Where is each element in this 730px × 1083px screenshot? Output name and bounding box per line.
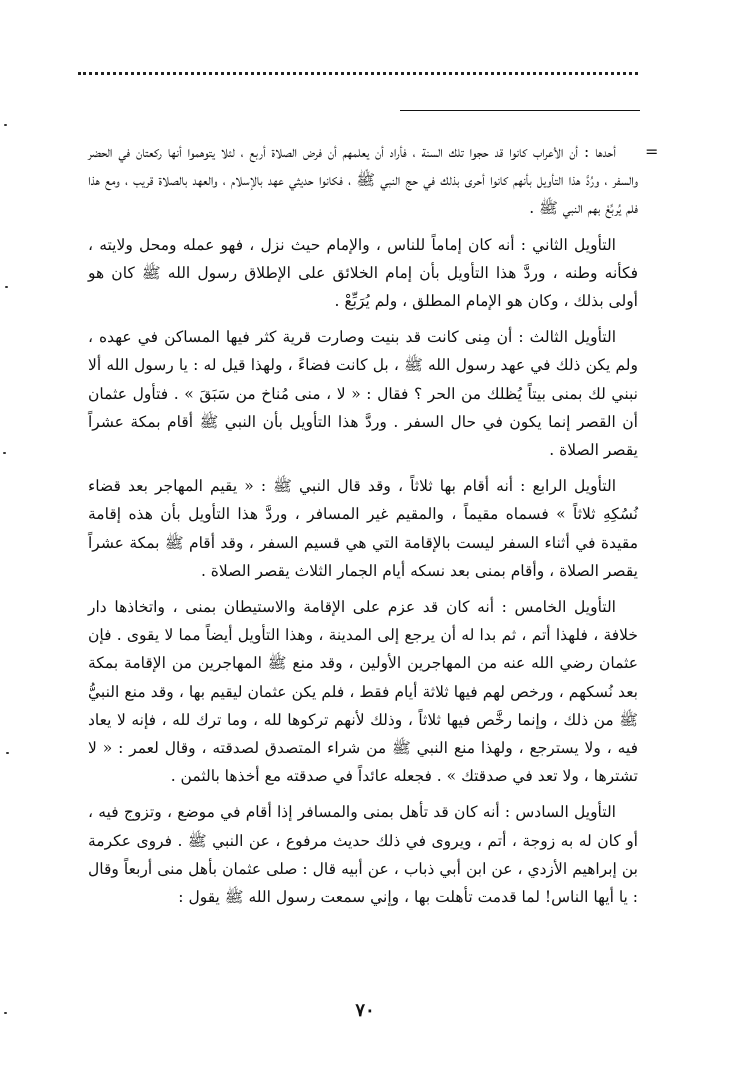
scan-speck (4, 124, 7, 126)
dotted-header-rule (78, 72, 638, 75)
paragraph-4: التأويل الرابع : أنه أقام بها ثلاثاً ، وقد قال النبي ﷺ : « يقيم المهاجر بعد قضاء نُسُكِهِ ثلاثاً » فسماه مقيماً ، والمقيم غير المسافر ، وردَّ هذا التأويل بأن هذه إقامة مقيدة في أثناء السفر ليست بالإقامة التي هي قسيم السفر ، وقد أقام ﷺ بمكة عشراً يقصر الصلاة ، وأقام بمنى بعد نسكه أيام الجمار الثلاث يقصر الصلاة . (88, 477, 638, 580)
paragraph-5: التأويل الخامس : أنه كان قد عزم على الإقامة والاستيطان بمنى ، واتخاذها دار خلافة ، فلهذا أتم ، ثم بدا له أن يرجع إلى المدينة ، وهذا التأويل أيضاً مما لا يقوى . فإن عثمان رضي الله عنه من المهاجرين الأولين ، وقد منع ﷺ المهاجرين من الإقامة بمكة بعد نُسكهم ، ورخص لهم فيها ثلاثة أيام فقط ، فلم يكن عثمان ليقيم بها ، وقد منع النبيُّ ﷺ من ذلك ، وإنما رخَّص فيها ثلاثاً ، وذلك لأنهم تركوها لله ، وما ترك لله ، فإنه لا يعاد فيه ، ولا يسترجع ، ولهذا منع النبي ﷺ من شراء المتصدق لصدقته ، وقال لعمر : « لا تشترها ، ولا تعد في صدقتك » . فجعله عائداً في صدقته مع أخذها بالثمن . (88, 598, 638, 786)
paragraph-3: التأويل الثالث : أن مِنى كانت قد بنيت وصارت قرية كثر فيها المساكن في عهده ، ولم يكن ذلك في عهد رسول الله ﷺ ، بل كانت فضاءً ، ولهذا قيل له : يا رسول الله ألا نبني لك بمنى بيتاً يُظلك من الحر ؟ فقال : « لا ، منى مُناخ من سَبَقَ » . فتأول عثمان أن القصر إنما يكون في حال السفر . وردَّ هذا التأويل بأن النبي ﷺ أقام بمكة عشراً يقصر الصلاة . (88, 328, 638, 460)
scan-speck (3, 452, 6, 454)
header-underline (400, 110, 640, 111)
scan-speck (5, 286, 8, 288)
paragraph-2: التأويل الثاني : أنه كان إماماً للناس ، والإمام حيث نزل ، فهو عمله ومحل ولايته ، فكأنه وطنه ، وردَّ هذا التأويل بأن إمام الخلائق على الإطلاق رسول الله ﷺ كان هو أولى بذلك ، وكان هو الإمام المطلق ، ولم يُرَبِّعْ . (88, 235, 638, 311)
scan-speck (6, 752, 9, 754)
margin-mark: = (645, 142, 659, 161)
scan-speck (4, 1012, 7, 1014)
page-body (88, 138, 638, 911)
paragraph-1: أحدها : أن الأعراب كانوا قد حجوا تلك السنة ، فأراد أن يعلمهم أن فرض الصلاة أربع ، لئلا يتوهموا أنها ركعتان في الحضر والسفر ، ورُدَّ هذا التأويل بأنهم كانوا أحرى بذلك في حج النبي ﷺ ، فكانوا حديثي عهد بالإسلام ، والعهد بالصلاة قريب ، ومع هذا فلم يُربِّعْ بهم النبي ﷺ . (88, 143, 638, 218)
paragraph-6: التأويل السادس : أنه كان قد تأهل بمنى والمسافر إذا أقام في موضع ، وتزوج فيه ، أو كان له به زوجة ، أتم ، ويروى في ذلك حديث مرفوع ، عن النبي ﷺ . فروى عكرمة بن إبراهيم الأزدي ، عن ابن أبي ذباب ، عن أبيه قال : صلى عثمان بأهل منى أربعاً وقال : يا أيها الناس! لما قدمت تأهلت بها ، وإني سمعت رسول الله ﷺ يقول : (88, 803, 638, 907)
page-number: ٧٠ (355, 1000, 375, 1021)
